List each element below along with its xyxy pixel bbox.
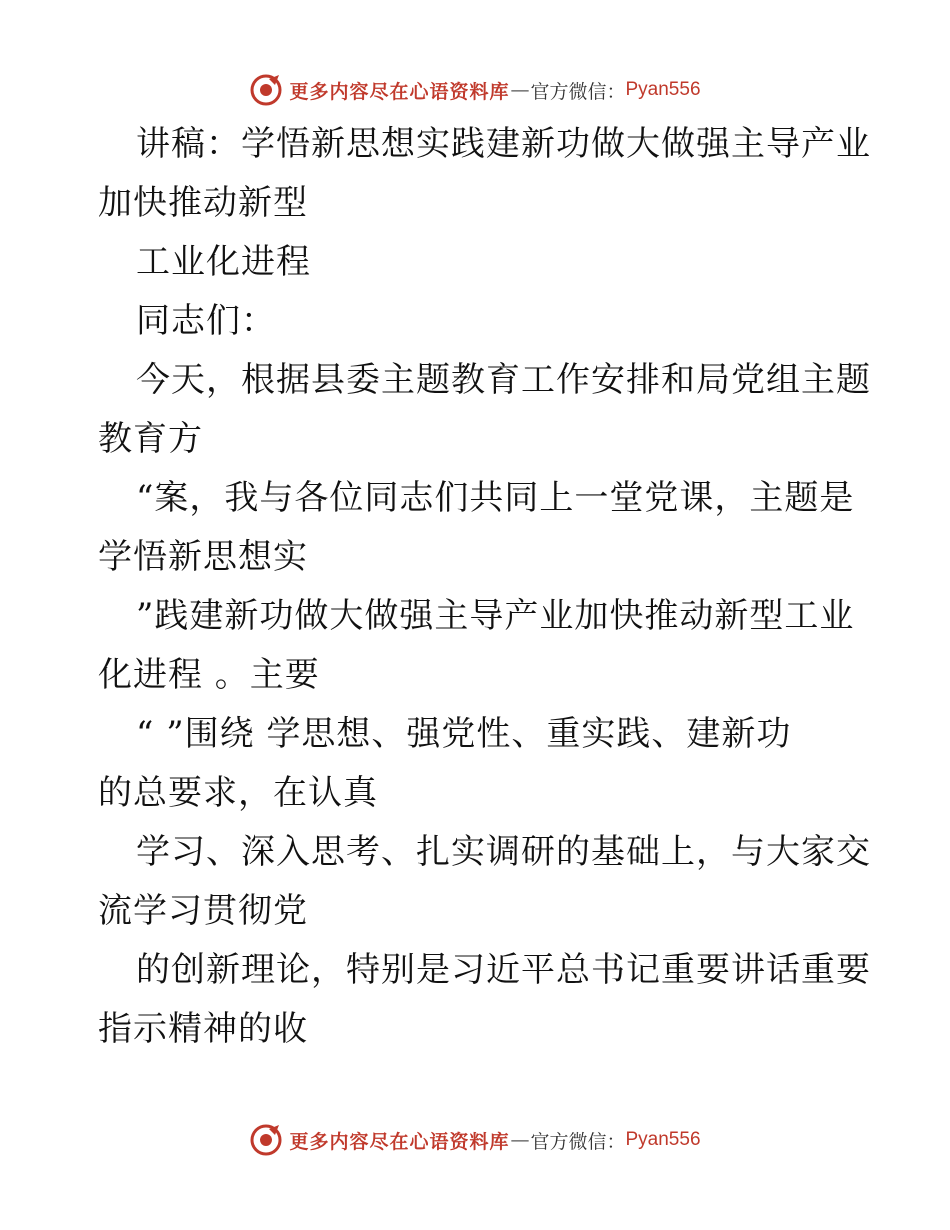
text-line: 同志们：: [136, 301, 276, 341]
page-footer: [0, 1120, 950, 1160]
text-line: 学习、深入思考、扎实调研的基础上，与大家交: [136, 832, 871, 872]
text-line: “案，我与各位同志们共同上一堂党课，主题是: [136, 478, 855, 518]
footer-contact-label: 官方微信：: [530, 1130, 626, 1153]
header-site-text: 更多内容尽在心语资料库: [289, 80, 510, 103]
footer-wechat-id: Pyan556: [625, 1129, 701, 1150]
text-line: 的总要求，在认真: [98, 773, 378, 813]
text-line: “ ”围绕 学思想、强党性、重实践、建新功: [136, 714, 792, 754]
header-banner: [249, 73, 700, 107]
footer-separator: —: [510, 1129, 530, 1151]
text-line: 的创新理论，特别是习近平总书记重要讲话重要: [136, 950, 871, 990]
text-line: 加快推动新型: [98, 183, 308, 223]
text-line: 教育方: [98, 419, 203, 459]
text-line: 工业化进程: [136, 242, 311, 282]
footer-site-text: 更多内容尽在心语资料库: [289, 1130, 510, 1153]
footer-banner: [249, 1123, 700, 1157]
header-contact-label: 官方微信：: [530, 80, 626, 103]
header-separator: —: [510, 79, 530, 101]
logo-icon: [249, 1123, 283, 1157]
text-line: 指示精神的收: [98, 1009, 308, 1049]
logo-icon: [249, 73, 283, 107]
text-line: 学悟新思想实: [98, 537, 308, 577]
text-line: ”践建新功做大做强主导产业加快推动新型工业: [136, 596, 855, 636]
page-header: [0, 70, 950, 110]
header-wechat-id: Pyan556: [625, 79, 701, 100]
text-line: 讲稿：学悟新思想实践建新功做大做强主导产业: [136, 124, 871, 164]
text-line: 化进程 。主要: [98, 655, 320, 695]
text-line: 流学习贯彻党: [98, 891, 308, 931]
document-body: [98, 115, 871, 1059]
text-line: 今天，根据县委主题教育工作安排和局党组主题: [136, 360, 871, 400]
